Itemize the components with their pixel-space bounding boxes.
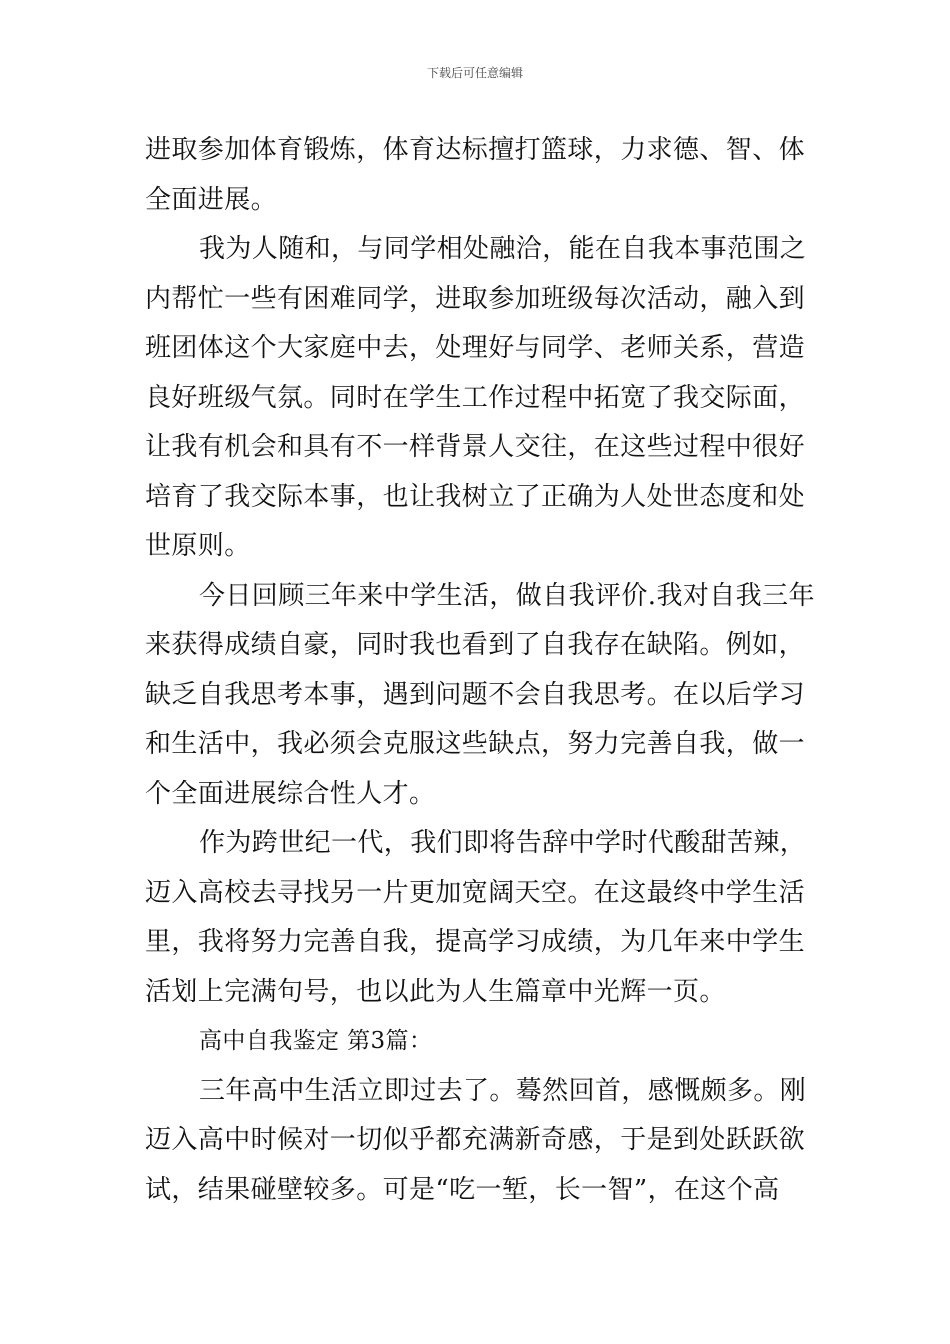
paragraph-start-line: 我为人随和，与同学相处融洽，能在自我本事范围之 [199,234,807,264]
text-line: 和生活中，我必须会克服这些缺点，努力完善自我，做一 [145,729,806,759]
document-body [145,126,815,1215]
text-line: 全面进展。 [145,184,278,215]
paragraph-start-line: 三年高中生活立即过去了。蓦然回首，感慨颇多。刚 [199,1075,807,1106]
page-header-note: 下载后可任意编辑 [426,66,523,80]
text-line: 培育了我交际本事，也让我树立了正确为人处世态度和处 [145,481,806,512]
text-line: 活划上完满句号，也以此为人生篇章中光辉一页。 [145,976,726,1007]
text-line: 试，结果碰壁较多。可是“吃一堑，长一智”，在这个高 [145,1174,780,1205]
text-line: 让我有机会和具有不一样背景人交往，在这些过程中很好 [145,432,806,462]
text-line: 里，我将努力完善自我，提高学习成绩，为几年来中学生 [145,927,806,957]
text-line: 缺乏自我思考本事，遇到问题不会自我思考。在以后学习 [145,679,806,710]
text-line: 来获得成绩自豪，同时我也看到了自我存在缺陷。例如， [145,630,806,660]
paragraph-start-line: 作为跨世纪一代，我们即将告辞中学时代酸甜苦辣， [199,828,807,858]
text-line: 迈入高中时候对一切似乎都充满新奇感，于是到处跃跃欲 [145,1125,806,1155]
text-line: 内帮忙一些有困难同学，进取参加班级每次活动，融入到 [145,283,806,314]
text-line: 进取参加体育锻炼，体育达标擅打篮球，力求德、智、体 [145,135,806,165]
paragraph-start-line: 今日回顾三年来中学生活，做自我评价.我对自我三年 [199,580,815,611]
text-line: 世原则。 [145,531,251,561]
text-line: 班团体这个大家庭中去，处理好与同学、老师关系，营造 [145,333,806,363]
text-line: 个全面进展综合性人才。 [145,778,436,809]
text-line: 良好班级气氛。同时在学生工作过程中拓宽了我交际面， [145,382,806,413]
section-heading: 高中自我鉴定 第3篇： [199,1028,433,1054]
text-line: 迈入高校去寻找另一片更加宽阔天空。在这最终中学生活 [145,877,806,908]
